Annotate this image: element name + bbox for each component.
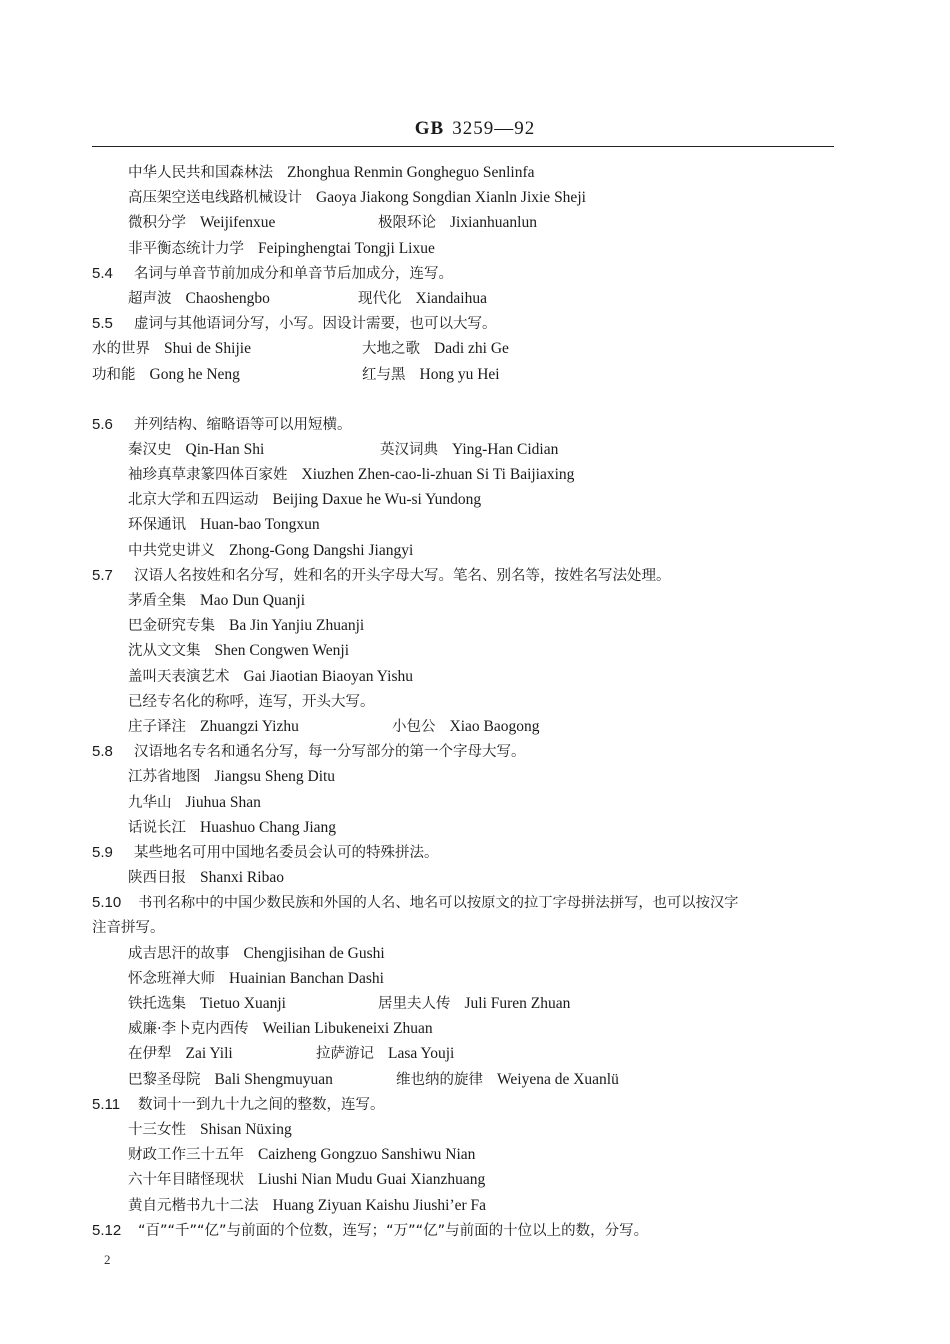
example-pinyin: Zhong-Gong Dangshi Jiangyi xyxy=(229,541,414,559)
example-line xyxy=(92,1067,834,1092)
example-pinyin: Mao Dun Quanji xyxy=(200,592,306,609)
section-number: 5.8 xyxy=(92,743,113,761)
example-pinyin: Huang Ziyuan Kaishu Jiushi’er Fa xyxy=(272,1196,487,1214)
example-chinese: 铁托选集 xyxy=(128,996,186,1012)
section-number: 5.11 xyxy=(92,1095,121,1113)
note-line xyxy=(92,689,834,714)
section-text: 汉语地名专名和通名分写，每一分写部分的第一个字母大写。 xyxy=(134,744,526,761)
section-heading xyxy=(92,563,834,588)
example-chinese: 现代化 xyxy=(358,290,402,307)
example-chinese: 威廉·李卜克内西传 xyxy=(128,1021,249,1038)
example-pinyin: Caizheng Gongzuo Sanshiwu Nian xyxy=(258,1146,476,1164)
example-pinyin: Chengjisihan de Gushi xyxy=(243,944,385,962)
example-chinese: 极限环论 xyxy=(378,215,436,232)
example-pinyin: Feipinghengtai Tongji Lixue xyxy=(258,239,435,257)
example-chinese: 非平衡态统计力学 xyxy=(128,240,244,257)
example-pinyin: Qin-Han Shi xyxy=(185,440,265,458)
section-heading xyxy=(92,1092,834,1117)
section-heading xyxy=(92,840,834,865)
section-text: “百”“千”“亿”与前面的个位数，连写；“万”“亿”与前面的十位以上的数，分写。 xyxy=(138,1222,649,1239)
section-number: 5.4 xyxy=(92,264,113,282)
example-chinese: 维也纳的旋律 xyxy=(396,1071,483,1088)
example-chinese: 怀念班禅大师 xyxy=(128,970,215,987)
note-text: 已经专名化的称呼，连写，开头大写。 xyxy=(128,693,375,710)
example-line xyxy=(92,764,834,789)
standard-code: GB xyxy=(414,118,445,139)
example-chinese: 巴金研究专集 xyxy=(128,618,215,635)
example-line xyxy=(92,613,834,638)
example-chinese: 英汉词典 xyxy=(380,441,438,458)
page-number: 2 xyxy=(104,1252,111,1267)
section-continuation xyxy=(92,915,834,940)
example-chinese: 庄子译注 xyxy=(128,718,186,735)
example-line xyxy=(92,210,834,235)
example-chinese: 在伊犁 xyxy=(128,1046,172,1063)
example-line xyxy=(92,588,834,613)
example-chinese: 大地之歌 xyxy=(362,341,420,358)
example-line xyxy=(92,664,834,689)
example-pinyin: Huan-bao Tongxun xyxy=(200,516,320,534)
example-line xyxy=(92,362,834,387)
section-text: 某些地名可用中国地名委员会认可的特殊拼法。 xyxy=(134,844,439,861)
example-chinese: 居里夫人传 xyxy=(378,996,451,1012)
example-chinese: 高压架空送电线路机械设计 xyxy=(128,190,302,207)
example-chinese: 六十年目睹怪现状 xyxy=(128,1172,244,1189)
example-line xyxy=(92,487,834,512)
header-rule xyxy=(92,146,834,147)
example-chinese: 水的世界 xyxy=(92,341,150,358)
section-heading xyxy=(92,739,834,764)
example-chinese: 红与黑 xyxy=(362,366,406,383)
section-text: 数词十一到九十九之间的整数，连写。 xyxy=(138,1096,385,1113)
example-line xyxy=(92,638,834,663)
section-text: 名词与单音节前加成分和单音节后加成分，连写。 xyxy=(134,265,453,282)
example-chinese: 袖珍真草隶篆四体百家姓 xyxy=(128,467,288,484)
example-pinyin: Zhonghua Renmin Gongheguo Senlinfa xyxy=(287,164,535,181)
example-pinyin: Xiandaihua xyxy=(415,289,487,307)
example-chinese: 十三女性 xyxy=(128,1121,186,1138)
example-pinyin: Shui de Shijie xyxy=(164,340,251,358)
example-pinyin: Huashuo Chang Jiang xyxy=(200,818,337,836)
example-pinyin: Bali Shengmuyuan xyxy=(214,1070,333,1088)
example-chinese: 成吉思汗的故事 xyxy=(128,945,230,962)
example-pinyin: Shisan Nüxing xyxy=(200,1120,292,1138)
section-number: 5.12 xyxy=(92,1221,122,1239)
example-line xyxy=(92,1167,834,1192)
example-line xyxy=(92,236,834,261)
example-chinese: 环保通讯 xyxy=(128,517,186,534)
section-number: 5.6 xyxy=(92,415,113,433)
example-line xyxy=(92,512,834,537)
example-pinyin: Shen Congwen Wenji xyxy=(214,642,350,660)
example-pinyin: Weilian Libukeneixi Zhuan xyxy=(262,1020,433,1038)
example-line xyxy=(92,1117,834,1142)
section-number: 5.7 xyxy=(92,566,113,584)
example-chinese: 财政工作三十五年 xyxy=(128,1147,244,1164)
example-pinyin: Dadi zhi Ge xyxy=(434,340,509,358)
example-pinyin: Jiuhua Shan xyxy=(185,793,261,811)
section-heading xyxy=(92,311,834,336)
section-number: 5.9 xyxy=(92,843,113,861)
example-pinyin: Lasa Youji xyxy=(388,1045,455,1063)
section-heading xyxy=(92,412,834,437)
section-heading xyxy=(92,890,834,915)
example-line xyxy=(92,1041,834,1066)
section-text: 虚词与其他语词分写，小写。因设计需要，也可以大写。 xyxy=(134,316,497,333)
example-pinyin: Ying-Han Cidian xyxy=(452,440,559,458)
example-line xyxy=(92,336,834,361)
example-chinese: 微积分学 xyxy=(128,215,186,232)
example-pinyin: Shanxi Ribao xyxy=(200,869,284,887)
document-header xyxy=(0,118,950,140)
section-number: 5.10 xyxy=(92,894,122,912)
example-line xyxy=(92,865,834,890)
example-chinese: 北京大学和五四运动 xyxy=(128,492,259,509)
example-pinyin: Gai Jiaotian Biaoyan Yishu xyxy=(243,667,413,685)
example-line xyxy=(92,538,834,563)
section-text-continued: 注音拼写。 xyxy=(92,920,165,937)
example-pinyin: Jiangsu Sheng Ditu xyxy=(214,768,336,786)
example-chinese: 功和能 xyxy=(92,366,136,383)
example-line xyxy=(92,286,834,311)
example-line xyxy=(92,815,834,840)
example-line xyxy=(92,185,834,210)
section-text: 书刊名称中的中国少数民族和外国的人名、地名可以按原文的拉丁字母拼法拼写，也可以按汉字 xyxy=(138,895,739,912)
example-pinyin: Gaoya Jiakong Songdian Xianln Jixie Sheji xyxy=(316,189,586,207)
example-line xyxy=(92,790,834,815)
example-line xyxy=(92,714,834,739)
example-chinese: 中共党史讲义 xyxy=(128,542,215,559)
example-chinese: 陕西日报 xyxy=(128,870,186,887)
example-pinyin: Hong yu Hei xyxy=(419,365,500,383)
example-pinyin: Ba Jin Yanjiu Zhuanji xyxy=(229,617,365,635)
example-line xyxy=(92,160,834,185)
example-pinyin: Zai Yili xyxy=(185,1045,233,1063)
example-chinese: 茅盾全集 xyxy=(128,593,186,609)
example-pinyin: Jixianhuanlun xyxy=(450,214,537,232)
example-line xyxy=(92,437,834,462)
example-line xyxy=(92,1142,834,1167)
example-chinese: 秦汉史 xyxy=(128,441,172,458)
example-chinese: 巴黎圣母院 xyxy=(128,1071,201,1088)
example-chinese: 江苏省地图 xyxy=(128,769,201,786)
example-pinyin: Weijifenxue xyxy=(200,214,276,232)
section-text: 并列结构、缩略语等可以用短横。 xyxy=(134,416,352,433)
example-pinyin: Xiao Baogong xyxy=(449,717,540,735)
section-text: 汉语人名按姓和名分写，姓和名的开头字母大写。笔名、别名等，按姓名写法处理。 xyxy=(134,567,671,584)
example-line xyxy=(92,1193,834,1218)
example-chinese: 九华山 xyxy=(128,794,172,811)
section-heading xyxy=(92,1218,834,1243)
example-line xyxy=(92,1016,834,1041)
example-chinese: 黄自元楷书九十二法 xyxy=(128,1197,259,1214)
example-pinyin: Weiyena de Xuanlü xyxy=(497,1070,619,1088)
section-heading xyxy=(92,261,834,286)
example-line xyxy=(92,966,834,991)
example-pinyin: Huainian Banchan Dashi xyxy=(229,969,384,987)
example-chinese: 中华人民共和国森林法 xyxy=(128,165,273,181)
standard-number: 3259—92 xyxy=(452,118,536,139)
example-line xyxy=(92,991,834,1016)
example-chinese: 话说长江 xyxy=(128,819,186,836)
example-pinyin: Gong he Neng xyxy=(149,365,240,383)
example-pinyin: Juli Furen Zhuan xyxy=(464,995,571,1012)
example-chinese: 超声波 xyxy=(128,290,172,307)
example-pinyin: Xiuzhen Zhen-cao-li-zhuan Si Ti Baijiaxing xyxy=(301,466,575,484)
example-pinyin: Tietuo Xuanji xyxy=(200,995,286,1012)
example-line xyxy=(92,462,834,487)
document-body xyxy=(92,160,834,1243)
example-pinyin: Beijing Daxue he Wu-si Yundong xyxy=(272,491,482,509)
example-pinyin: Liushi Nian Mudu Guai Xianzhuang xyxy=(258,1171,486,1189)
example-chinese: 盖叫天表演艺术 xyxy=(128,668,230,685)
example-chinese: 拉萨游记 xyxy=(316,1046,374,1063)
example-line xyxy=(92,941,834,966)
example-chinese: 小包公 xyxy=(392,718,436,735)
section-number: 5.5 xyxy=(92,315,113,333)
example-chinese: 沈从文文集 xyxy=(128,643,201,660)
example-pinyin: Zhuangzi Yizhu xyxy=(200,717,299,735)
example-pinyin: Chaoshengbo xyxy=(185,289,270,307)
